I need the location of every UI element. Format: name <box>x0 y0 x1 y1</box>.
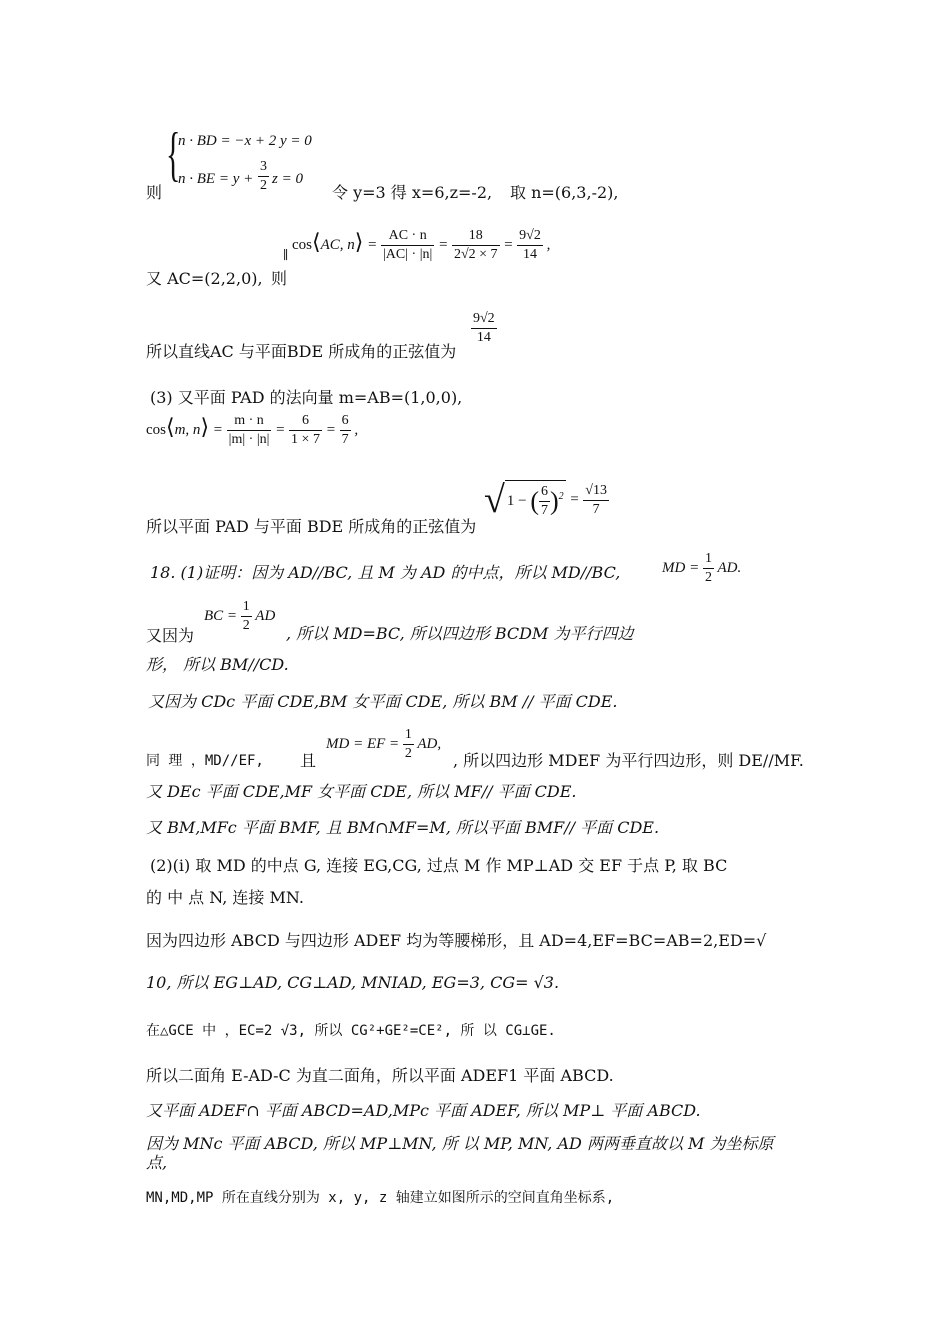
line-origin: 点, <box>146 1153 168 1172</box>
line-sine-ac-bde: 所以直线AC 与平面BDE 所成角的正弦值为 <box>146 342 457 361</box>
line-dihedral: 所以二面角 E-AD-C 为直二面角，所以平面 ADEF1 平面 ABCD. <box>146 1066 614 1085</box>
cos-ac-n: cos⟨AC, n⟩ = $\frac{AC \cdot n}{|AC| \cdot |n|}$ = $\frac{18}{2√2 \times 7}$ = $\frac{9√2}{14}$ , <box>292 228 551 262</box>
bc-half-ad: BC = $\frac{1}{2}$ AD <box>204 599 276 633</box>
line-take-n: 取 n=(6,3,-2), <box>510 183 619 202</box>
line-bm-cd: 形， 所以 BM//CD. <box>146 655 289 674</box>
cos-m-n: cos⟨m, n⟩ = $\frac{m \cdot n}{|m| \cdot |n|}$ = $\frac{6}{1 \times 7}$ = $\frac{6}{7}$ , <box>146 413 359 447</box>
md-ef-half-ad: MD = EF = $\frac{1}{2}$ AD, <box>326 727 442 761</box>
left-brace: { <box>166 121 181 187</box>
line-part3: (3) 又平面 PAD 的法向量 m=AB=(1,0,0), <box>150 388 463 407</box>
line-trapezoid: 因为四边形 ABCD 与四边形 ADEF 均为等腰梯形，且 AD=4,EF=BC=AB=2,ED=√ <box>146 931 767 950</box>
line-mn-plane: 因为 MNc 平面 ABCD, 所以 MP⊥MN, 所 以 MP, MN, AD 两两垂直故以 M 为坐标原 <box>146 1134 774 1153</box>
line-let-y: 令 y=3 得 x=6,z=-2, <box>332 183 493 202</box>
line-midpoint-n: 的 中 点 N, 连接 MN. <box>146 888 304 907</box>
line-gce: 在△GCE 中 ，EC=2 √3, 所以 CG²+GE²=CE², 所 以 CG⊥GE. <box>146 1023 556 1039</box>
line-mf-plane: 又 DEc 平面 CDE,MF 女平面 CDE, 所以 MF// 平面 CDE. <box>146 782 577 801</box>
md-half-ad: MD = $\frac{1}{2}$ AD. <box>662 551 742 585</box>
equation-n-be-b: z = 0 <box>272 171 303 187</box>
line-mp-abcd: 又平面 ADEF∩ 平面 ABCD=AD,MPc 平面 ADEF, 所以 MP⊥ 平面 ABCD. <box>146 1101 701 1120</box>
line-18-proof: 18. (1)证明：因为 AD//BC, 且 M 为 AD 的中点，所以 MD//BC, <box>150 563 621 582</box>
line-bm-plane: 又因为 CDc 平面 CDE,BM 女平面 CDE, 所以 BM // 平面 CDE. <box>148 692 618 711</box>
equation-n-bd: n · BD = −x + 2 y = 0 <box>178 133 312 149</box>
line-md-ef: 同 理 ，MD//EF, <box>146 753 264 769</box>
line-mdef-para: , 所以四边形 MDEF 为平行四边形，则 DE//MF. <box>453 751 804 770</box>
line-sine-pad-bde: 所以平面 PAD 与平面 BDE 所成角的正弦值为 <box>146 517 477 536</box>
line-md-bc: , 所以 MD=BC, 所以四边形 BCDM 为平行四边 <box>286 624 634 643</box>
line-part2i: (2)(i) 取 MD 的中点 G, 连接 EG,CG, 过点 M 作 MP⊥AD 交 EF 于点 P, 取 BC <box>150 856 728 875</box>
line-and: 且 <box>300 751 317 770</box>
equation-n-be-frac: $\frac{3}{2}$ <box>260 159 267 193</box>
line-bmf-cde: 又 BM,MFc 平面 BMF, 且 BM∩MF=M, 所以平面 BMF// 平面 CDE. <box>146 818 660 837</box>
sine-value-2: √ 1 − ( $\frac{6}{7}$ )$^2$ = $\frac{√13}{7}$ <box>484 479 607 521</box>
mark: ∥ <box>283 248 289 262</box>
equation-n-be-a: n · BE = y + <box>178 171 254 187</box>
line-then-1: 则 <box>146 183 163 202</box>
line-axes: MN,MD,MP 所在直线分别为 x, y, z 轴建立如图所示的空间直角坐标系, <box>146 1190 615 1206</box>
line-then-2: 则 <box>271 269 288 288</box>
line-also-because: 又因为 <box>146 626 195 645</box>
sine-value-1: $\frac{9√2}{14}$ <box>473 311 495 345</box>
line-also-ac: 又 AC=(2,2,0), <box>146 269 263 288</box>
line-eg-cg: 10, 所以 EG⊥AD, CG⊥AD, MNIAD, EG=3, CG= √3. <box>146 973 560 992</box>
